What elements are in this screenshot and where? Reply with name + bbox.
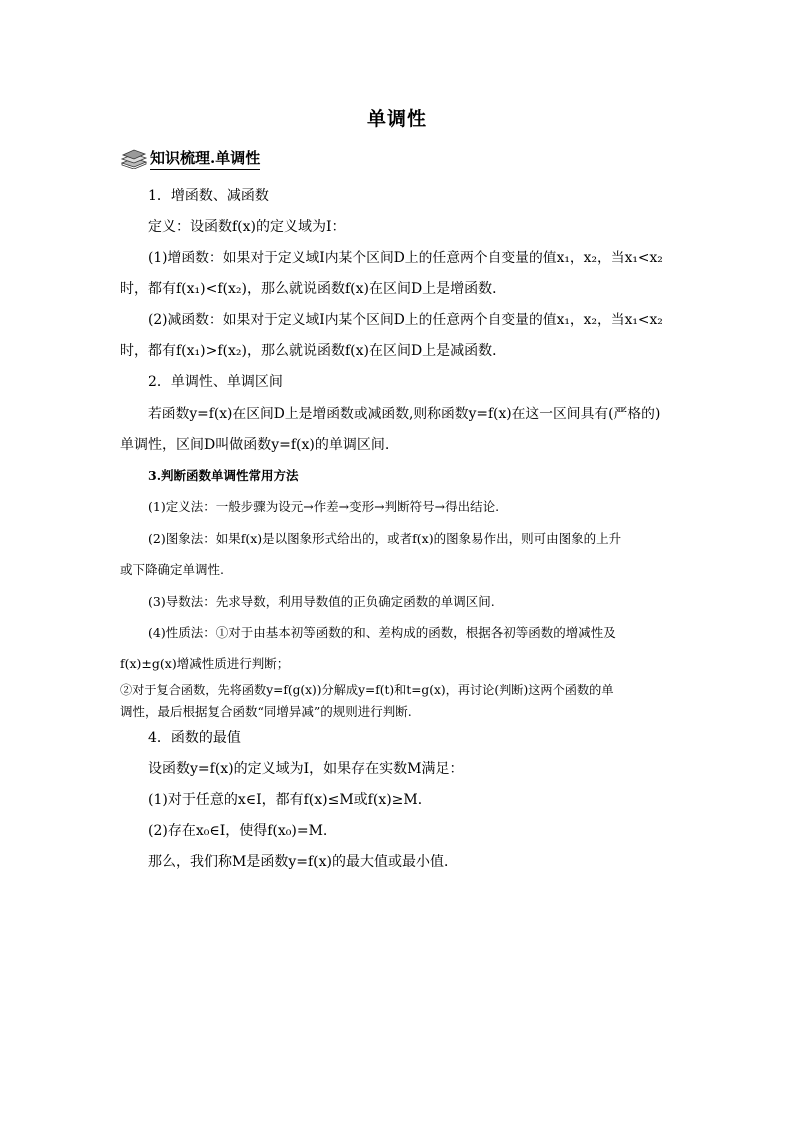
extrema-condition-2: (2)存在x₀∈I，使得f(x₀)=M. (148, 823, 328, 839)
method-property-line-2: f(x)±g(x)增减性质进行判断； (120, 656, 290, 671)
method-definition: (1)定义法：一般步骤为设元→作差→变形→判断符号→得出结论. (148, 499, 500, 514)
extrema-def-line: 设函数y=f(x)的定义域为I，如果存在实数M满足： (148, 761, 464, 777)
decreasing-def-line-1: (2)减函数：如果对于定义域I内某个区间D上的任意两个自变量的值x₁，x₂，当x₁<x₂ (148, 312, 663, 328)
composite-function-line-1: ②对于复合函数，先将函数y=f(g(x))分解成y=f(t)和t=g(x)，再讨论(判断)这两个函数的单 (120, 683, 614, 697)
page-title: 单调性 (366, 108, 427, 130)
increasing-def-line-1: (1)增函数：如果对于定义域I内某个区间D上的任意两个自变量的值x₁，x₂，当x₁<x₂ (148, 250, 663, 266)
section-heading-label: 知识梳理.单调性 (150, 147, 260, 170)
monotonic-def-line-1: 若函数y=f(x)在区间D上是增函数或减函数,则称函数y=f(x)在这一区间具有(严格的) (148, 406, 661, 422)
decreasing-def-line-2: 时，都有f(x₁)>f(x₂)，那么就说函数f(x)在区间D上是减函数． (120, 343, 507, 359)
heading-extrema: 4．函数的最值 (148, 730, 241, 746)
method-graph-line-1: (2)图象法：如果f(x)是以图象形式给出的，或者f(x)的图象易作出，则可由图象的上升 (148, 531, 622, 546)
increasing-def-line-2: 时，都有f(x₁)<f(x₂)，那么就说函数f(x)在区间D上是增函数． (120, 281, 507, 297)
definition-line: 定义：设函数f(x)的定义域为I： (148, 219, 346, 235)
method-derivative: (3)导数法：先求导数，利用导数值的正负确定函数的单调区间. (148, 594, 495, 609)
composite-function-line-2: 调性，最后根据复合函数“同增异减”的规则进行判断. (120, 704, 412, 719)
method-graph-line-2: 或下降确定单调性. (120, 562, 224, 577)
heading-monotonic-interval: 2．单调性、单调区间 (148, 374, 283, 390)
heading-increasing-decreasing: 1．增函数、减函数 (148, 188, 269, 204)
monotonic-def-line-2: 单调性，区间D叫做函数y=f(x)的单调区间. (120, 437, 390, 453)
section-heading (120, 146, 260, 170)
method-property-line-1: (4)性质法：①对于由基本初等函数的和、差构成的函数，根据各初等函数的增减性及 (148, 625, 616, 640)
extrema-condition-1: (1)对于任意的x∈I，都有f(x)≤M或f(x)≥M． (148, 792, 432, 808)
extrema-conclusion: 那么，我们称M是函数y=f(x)的最大值或最小值． (148, 854, 458, 870)
books-icon (120, 147, 148, 169)
heading-methods: 3.判断函数单调性常用方法 (148, 468, 299, 483)
